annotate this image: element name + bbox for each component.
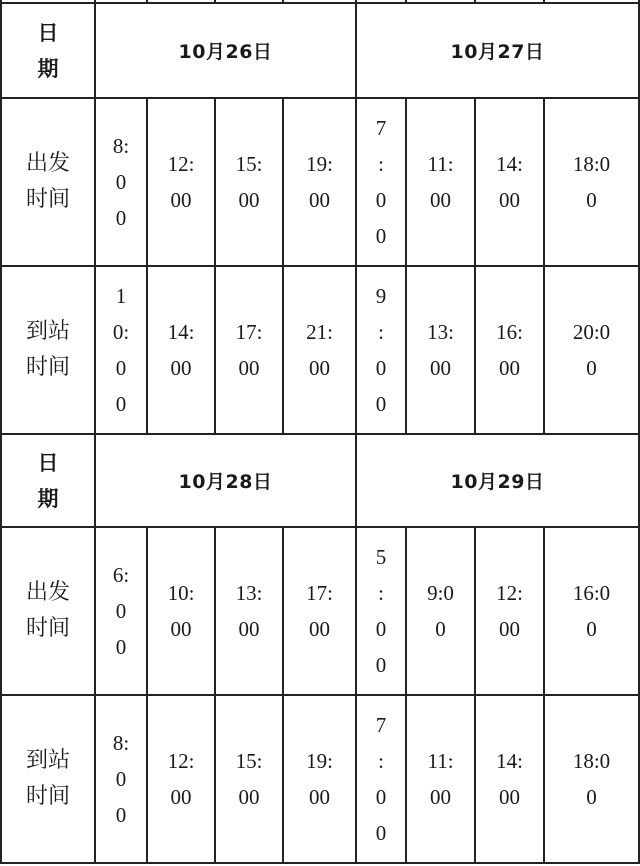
time-text: 15: bbox=[235, 749, 263, 773]
time-cell bbox=[356, 266, 406, 434]
time-text: 7 bbox=[375, 713, 387, 737]
time-text: 00 bbox=[238, 356, 260, 380]
time-cell bbox=[544, 98, 639, 266]
date-label-text: 期 bbox=[37, 56, 59, 81]
time-cell bbox=[147, 266, 215, 434]
time-cell bbox=[95, 527, 147, 695]
time-cell bbox=[95, 695, 147, 863]
time-cell bbox=[215, 527, 283, 695]
time-text: 0 bbox=[586, 785, 597, 809]
time-text: 00 bbox=[238, 785, 260, 809]
time-text: 0 bbox=[375, 785, 387, 809]
time-text: 0 bbox=[435, 617, 446, 641]
time-text: 0 bbox=[115, 599, 127, 623]
time-text: 00 bbox=[499, 617, 520, 641]
arrival-row bbox=[1, 266, 639, 434]
row-label-text: 时间 bbox=[25, 784, 70, 809]
row-label-text: 到站 bbox=[25, 748, 70, 773]
time-text: 14: bbox=[496, 749, 523, 773]
time-cell bbox=[544, 527, 639, 695]
time-text: 0 bbox=[586, 617, 597, 641]
time-text: 13: bbox=[235, 581, 263, 605]
time-text: 12: bbox=[167, 152, 195, 176]
time-text: 14: bbox=[167, 320, 195, 344]
arrival-row bbox=[1, 695, 639, 863]
time-text: 0 bbox=[375, 392, 387, 416]
time-text: : bbox=[378, 152, 384, 176]
time-text: 00 bbox=[238, 617, 260, 641]
time-text: 19: bbox=[306, 749, 333, 773]
time-text: 0 bbox=[586, 356, 597, 380]
time-text: 18:0 bbox=[572, 749, 611, 773]
time-cell bbox=[283, 266, 356, 434]
row-label-cell bbox=[1, 266, 95, 434]
time-cell bbox=[283, 98, 356, 266]
time-text: 0 bbox=[115, 356, 127, 380]
time-text: 16: bbox=[496, 320, 523, 344]
time-cell bbox=[95, 266, 147, 434]
time-cell bbox=[215, 695, 283, 863]
time-text: 00 bbox=[238, 188, 260, 212]
time-text: 13: bbox=[427, 320, 454, 344]
time-text: 00 bbox=[499, 356, 520, 380]
time-text: 0 bbox=[115, 206, 127, 230]
time-text: 12: bbox=[496, 581, 523, 605]
row-label-text: 出发 bbox=[25, 580, 70, 605]
time-text: 8: bbox=[112, 134, 130, 158]
time-text: 15: bbox=[235, 152, 263, 176]
time-text: 9 bbox=[375, 284, 387, 308]
time-text: 00 bbox=[309, 356, 330, 380]
time-text: 11: bbox=[427, 749, 454, 773]
time-cell bbox=[215, 266, 283, 434]
row-label-text: 时间 bbox=[25, 355, 70, 380]
time-text: 00 bbox=[499, 785, 520, 809]
time-text: 0 bbox=[115, 803, 127, 827]
time-text: 0 bbox=[375, 653, 387, 677]
time-text: 0: bbox=[112, 320, 130, 344]
time-text: 16:0 bbox=[572, 581, 611, 605]
date-cell: 10月28日 bbox=[95, 434, 356, 527]
time-text: 00 bbox=[499, 188, 520, 212]
time-text: 11: bbox=[427, 152, 454, 176]
time-text: 0 bbox=[115, 635, 127, 659]
time-cell bbox=[356, 98, 406, 266]
departure-row bbox=[1, 527, 639, 695]
row-label-text: 到站 bbox=[25, 319, 70, 344]
date-label-text: 日 bbox=[37, 450, 59, 475]
time-text: 1 bbox=[115, 284, 127, 308]
time-text: 0 bbox=[115, 767, 127, 791]
row-label-cell bbox=[1, 98, 95, 266]
row-label-cell bbox=[1, 695, 95, 863]
time-text: 14: bbox=[496, 152, 523, 176]
time-cell bbox=[475, 527, 544, 695]
time-cell bbox=[544, 266, 639, 434]
time-text: 0 bbox=[115, 392, 127, 416]
time-text: 7 bbox=[375, 116, 387, 140]
time-text: 0 bbox=[375, 821, 387, 845]
time-cell bbox=[147, 527, 215, 695]
time-text: : bbox=[378, 749, 384, 773]
time-text: 0 bbox=[115, 170, 127, 194]
time-text: 00 bbox=[170, 356, 192, 380]
time-cell bbox=[475, 695, 544, 863]
time-text: : bbox=[378, 320, 384, 344]
row-label-text: 出发 bbox=[25, 151, 70, 176]
time-text: 12: bbox=[167, 749, 195, 773]
date-cell: 10月26日 bbox=[95, 3, 356, 98]
time-text: 00 bbox=[170, 617, 192, 641]
row-label-cell bbox=[1, 527, 95, 695]
departure-row bbox=[1, 98, 639, 266]
time-text: 0 bbox=[586, 188, 597, 212]
time-cell bbox=[406, 266, 475, 434]
date-cell: 10月27日 bbox=[356, 3, 639, 98]
time-cell bbox=[356, 695, 406, 863]
time-cell bbox=[406, 695, 475, 863]
time-cell bbox=[356, 527, 406, 695]
time-cell bbox=[147, 695, 215, 863]
time-text: 00 bbox=[309, 188, 330, 212]
time-text: 8: bbox=[112, 731, 130, 755]
time-text: 0 bbox=[375, 188, 387, 212]
time-text: 00 bbox=[430, 188, 451, 212]
time-cell bbox=[283, 695, 356, 863]
date-label-cell bbox=[1, 3, 95, 98]
time-text: 5 bbox=[375, 545, 387, 569]
time-text: 0 bbox=[375, 224, 387, 248]
date-label-text: 期 bbox=[37, 486, 59, 511]
time-text: 21: bbox=[306, 320, 333, 344]
time-text: 6: bbox=[112, 563, 130, 587]
schedule-body bbox=[1, 0, 639, 863]
time-text: 00 bbox=[309, 617, 330, 641]
time-text: 10: bbox=[167, 581, 195, 605]
time-text: 00 bbox=[430, 356, 451, 380]
time-cell bbox=[475, 98, 544, 266]
time-cell bbox=[406, 98, 475, 266]
time-text: 0 bbox=[375, 356, 387, 380]
time-text: 20:0 bbox=[572, 320, 611, 344]
time-cell bbox=[283, 527, 356, 695]
time-cell bbox=[544, 695, 639, 863]
date-cell: 10月29日 bbox=[356, 434, 639, 527]
date-label-text: 日 bbox=[37, 20, 59, 45]
time-text: 00 bbox=[309, 785, 330, 809]
row-label-text: 时间 bbox=[25, 187, 70, 212]
time-text: 19: bbox=[306, 152, 333, 176]
time-cell bbox=[147, 98, 215, 266]
time-cell bbox=[475, 266, 544, 434]
time-text: 00 bbox=[170, 785, 192, 809]
time-text: 00 bbox=[430, 785, 451, 809]
row-label-text: 时间 bbox=[25, 616, 70, 641]
time-text: : bbox=[378, 581, 384, 605]
time-text: 00 bbox=[170, 188, 192, 212]
time-text: 17: bbox=[235, 320, 263, 344]
time-text: 9:0 bbox=[427, 581, 454, 605]
time-text: 18:0 bbox=[572, 152, 611, 176]
time-text: 17: bbox=[306, 581, 333, 605]
time-text: 0 bbox=[375, 617, 387, 641]
date-header-row bbox=[1, 3, 639, 98]
date-header-row bbox=[1, 434, 639, 527]
time-cell bbox=[95, 98, 147, 266]
time-cell bbox=[406, 527, 475, 695]
date-label-cell bbox=[1, 434, 95, 527]
time-cell bbox=[215, 98, 283, 266]
